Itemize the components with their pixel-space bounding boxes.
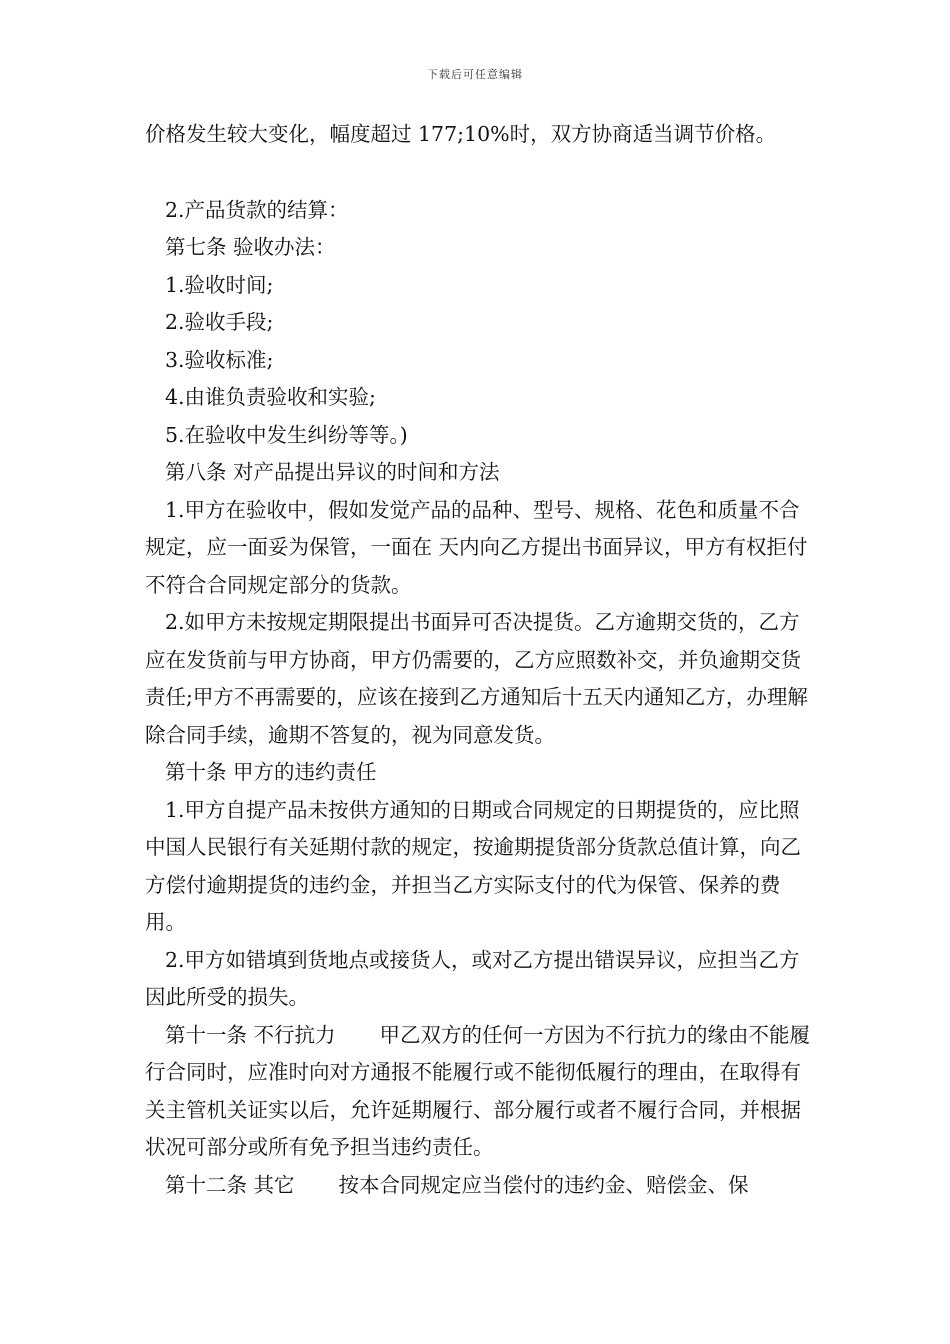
article-12-paragraph [145, 1167, 820, 1205]
paragraph-liability-2 [145, 942, 820, 1017]
article-10-heading: 第十条 甲方的违约责任 [165, 760, 377, 784]
paragraph-settlement: 2.产品货款的结算： [165, 197, 349, 222]
paragraph-liability-1 [145, 792, 820, 942]
article-11-paragraph [145, 1017, 820, 1167]
paragraph-objection-1 [145, 492, 820, 605]
list-item: 1.验收时间; [165, 272, 274, 297]
article-11-heading: 第十一条 不行抗力 [165, 1022, 336, 1047]
list-item: 2.验收手段; [165, 310, 274, 334]
article-8-heading: 第八条 对产品提出异议的时间和方法 [165, 460, 500, 484]
paragraph-text: 1.甲方自提产品未按供方通知的日期或合同规定的日期提货的，应比照中国人民银行有关延期付款的规定，按逾期提货部分货款总值计算，向乙方偿付逾期提货的违约金，并担当乙方实际支付的代为保管、保养的费用。 [145, 797, 801, 934]
article-11-text: 甲乙双方的任何一方因为不行抗力的缘由不能履行合同时，应准时向对方通报不能履行或不能彻低履行的理由，在取得有关主管机关证实以后，允许延期履行、部分履行或者不履行合同，并根据状况可部分或所有免予担当违约责任。 [145, 1022, 811, 1159]
article-7-heading: 第七条 验收办法： [165, 235, 336, 259]
document-body [145, 116, 820, 1204]
list-item: 3.验收标准; [165, 347, 274, 372]
page-header: 下载后可任意编辑 [427, 68, 523, 81]
paragraph-price-adjustment: 价格发生较大变化，幅度超过 177;10%时，双方协商适当调节价格。 [145, 122, 777, 146]
paragraph-text: 1.甲方在验收中，假如发觉产品的品种、型号、规格、花色和质量不合规定，应一面妥为保管，一面在 天内向乙方提出书面异议，甲方有权拒付不符合合同规定部分的货款。 [145, 497, 808, 597]
paragraph-text: 2.如甲方未按规定期限提出书面异可否决提货。乙方逾期交货的，乙方应在发货前与甲方协商，甲方仍需要的，乙方应照数补交，并负逾期交货责任;甲方不再需要的，应该在接到乙方通知后十五天内通知乙方，办理解除合同手续，逾期不答复的，视为同意发货。 [145, 610, 808, 747]
list-item: 4.由谁负责验收和实验; [165, 385, 376, 409]
article-12-heading: 第十二条 其它 [165, 1172, 295, 1197]
paragraph-objection-2 [145, 604, 820, 754]
article-12-text: 按本合同规定应当偿付的违约金、赔偿金、保 [338, 1172, 749, 1197]
paragraph-gap [145, 154, 820, 192]
paragraph-text: 2.甲方如错填到货地点或接货人，或对乙方提出错误异议，应担当乙方因此所受的损失。 [145, 947, 800, 1009]
list-item: 5.在验收中发生纠纷等等。) [165, 422, 408, 447]
